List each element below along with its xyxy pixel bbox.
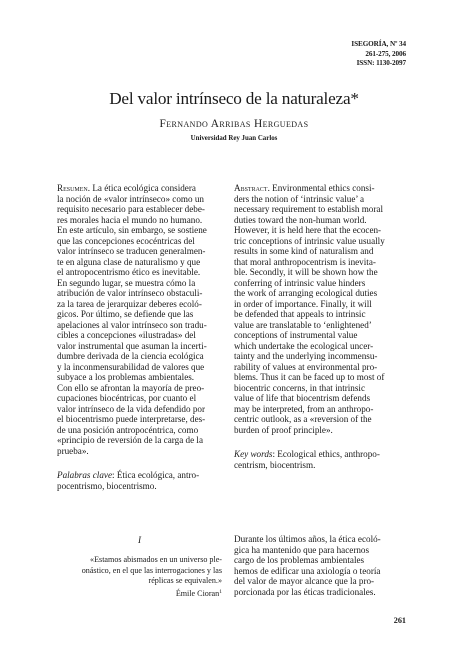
body-line: cargo de los problemas ambientales (234, 555, 365, 565)
abstract-line: may be interpreted, from an anthropo- (234, 403, 374, 414)
resumen-line: Con ello se afrontan la mayoría de preo- (57, 382, 205, 393)
footnote-marker[interactable]: 1 (219, 588, 222, 595)
epigraph-line: «Estamos abismados en un universo ple- (90, 555, 222, 564)
keywords-label: Key words (234, 449, 273, 459)
body-line: porcionada por las éticas tradicionales. (234, 586, 376, 597)
keywords-label: Palabras clave (57, 470, 112, 480)
resumen-line: En este artículo, sin embargo, se sostiene (57, 225, 207, 235)
resumen-line: za la tarea de jerarquizar deberes ecoló- (57, 298, 202, 309)
resumen-line: de una posición antropocéntrica, como (57, 424, 199, 435)
author-affiliation: Universidad Rey Juan Carlos (190, 135, 278, 142)
abstract-line: conceptions of instrumental value (234, 330, 358, 340)
resumen-line: En segundo lugar, se muestra cómo la (57, 277, 196, 288)
resumen-line: subyace a los problemas ambientales. (57, 372, 195, 382)
resumen-line: valor instrumental que asuman la incerti- (57, 340, 207, 351)
abstract-line: However, it is held here that the ecocen- (234, 225, 382, 235)
resumen-line: el biocentrismo puede interpretarse, des- (57, 414, 206, 424)
resumen-line: La ética ecológica considera (92, 183, 196, 193)
abstract-line: rability of values at environmental pro- (234, 361, 378, 372)
abstract-line: biocentric concerns, in that intrinsic (234, 382, 366, 393)
abstract-line: tainty and the underlying incommensu- (234, 351, 378, 361)
body-line: hemos de edificar una axiología o teoría (234, 565, 381, 576)
epigraph (57, 555, 222, 599)
resumen-line: atribución de valor intrínseco obstaculi- (57, 288, 203, 298)
abstract-line: which undertake the ecological uncer- (234, 340, 374, 351)
resumen-line: gicos. Por último, se defiende que las (57, 309, 194, 319)
abstract-line: tric conceptions of intrinsic value usually (234, 235, 385, 246)
resumen-text (57, 183, 222, 456)
resumen-line: valor intrínseco se traducen generalmen- (57, 246, 206, 256)
abstract-line: be defended that appeals to intrinsic (234, 309, 366, 319)
abstract-line: ders the notion of ‘intrinsic value’ a (234, 193, 365, 204)
keywords-line: pocentrismo, biocentrismo. (57, 480, 157, 491)
abstract-line: duties toward the non-human world. (234, 214, 367, 225)
resumen-line: cupaciones biocéntricas, por cuanto el (57, 393, 197, 403)
resumen-line: la noción de «valor intrínseco» como un (57, 193, 204, 204)
body-line: Durante los últimos años, la ética ecoló- (234, 534, 381, 544)
journal-name: ISEGORÍA, Nº 34 (351, 40, 406, 48)
resumen-label: Resumen. (57, 183, 91, 193)
epigraph-line: onástico, en el que las interrogaciones y las (81, 565, 222, 575)
section-numeral: I (137, 535, 142, 545)
abstract-line: value are translatable to ‘enlightened’ (234, 319, 372, 330)
abstract-line: the work of arranging ecological duties (234, 288, 378, 298)
keywords-line: centrism, biocentrism. (234, 459, 316, 470)
journal-issn: ISSN: 1130-2097 (356, 59, 406, 68)
abstract-line: ble. Secondly, it will be shown how the (234, 267, 378, 277)
journal-info (351, 40, 406, 69)
abstract-line: burden of proof principle». (234, 424, 333, 435)
abstract-line: blems. Thus it can be faced up to most of (234, 372, 385, 382)
abstract-line: centric outlook, as a «reversion of the (234, 414, 372, 424)
abstract-line: value of life that biocentrism defends (234, 393, 371, 403)
resumen-line: el antropocentrismo ético es inevitable. (57, 267, 201, 277)
abstract-line: Environmental ethics consi- (272, 183, 375, 193)
resumen-line: «principio de reversión de la carga de la (57, 435, 204, 445)
resumen-line: dumbre derivada de la ciencia ecológica (57, 351, 204, 361)
resumen-line: y la inconmensurabilidad de valores que (57, 361, 205, 372)
resumen-line: apelaciones al valor intrínseco son tradu- (57, 319, 207, 330)
body-text (234, 534, 398, 597)
resumen-line: cibles a concepciones «ilustradas» del (57, 330, 196, 340)
resumen-line: res morales hacia el mundo no humano. (57, 214, 203, 225)
article-title: Del valor intrínseco de la naturaleza* (109, 89, 359, 108)
resumen-line: prueba». (57, 445, 89, 456)
resumen-keywords (57, 470, 222, 491)
body-line: gica ha mantenido que para hacernos (234, 544, 370, 555)
abstract-line: in order of importance. Finally, it will (234, 298, 372, 309)
epigraph-author: Émile Cioran (175, 588, 220, 598)
abstract-label: Abstract. (234, 183, 270, 193)
journal-pages: 261-275, 2006 (365, 49, 406, 58)
article-author: Fernando Arribas Herguedas (159, 118, 309, 130)
epigraph-line: réplicas se equivalen.» (148, 576, 222, 586)
abstract-line: that moral anthropocentrism is inevita- (234, 256, 376, 267)
abstract-column (234, 183, 398, 470)
resumen-line: valor intrínseco de la vida defendido por (57, 403, 205, 414)
abstract-text (234, 183, 398, 435)
resumen-line: te en alguna clase de naturalismo y que (57, 256, 201, 267)
abstract-line: necessary requirement to establish moral (234, 204, 383, 214)
page-number: 261 (393, 616, 406, 625)
resumen-column (57, 183, 222, 491)
abstract-line: conferring of intrinsic value hinders (234, 277, 366, 288)
keywords-line: : Ecological ethics, anthropo- (272, 449, 380, 459)
resumen-line: que las concepciones ecocéntricas del (57, 235, 195, 246)
body-line: del valor de mayor alcance que la pro- (234, 576, 375, 586)
keywords-line: : Ética ecológica, antro- (112, 470, 200, 480)
abstract-keywords (234, 449, 398, 470)
abstract-line: results in some kind of naturalism and (234, 246, 374, 256)
resumen-line: requisito necesario para establecer debe- (57, 204, 205, 214)
